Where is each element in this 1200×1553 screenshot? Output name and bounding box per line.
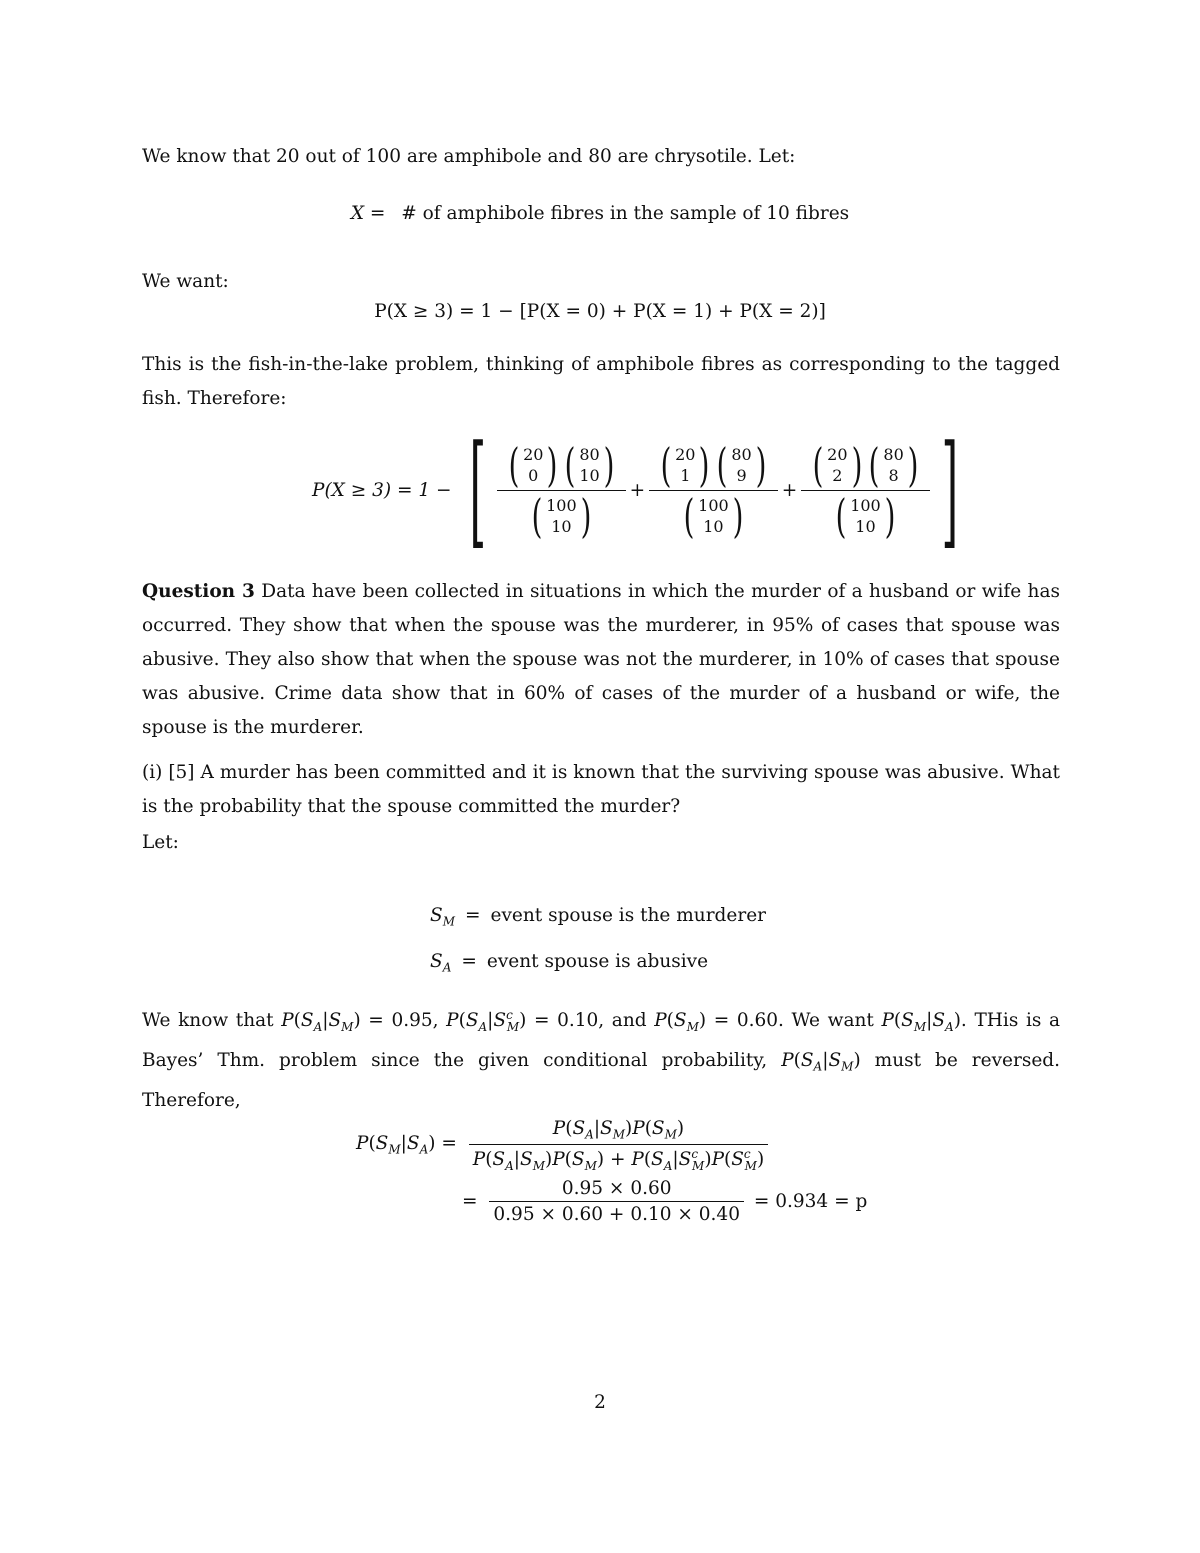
definition-x <box>0 203 1200 224</box>
event-definitions <box>430 896 766 987</box>
term-fraction: ( 20 1 ) ( 80 9 ) ( 100 10 ) <box>653 442 774 539</box>
hypergeometric-equation <box>312 419 973 561</box>
fish-in-lake-paragraph: This is the fish-in-the-lake problem, thinking of amphibole fibres as corresponding to the tagged fish. Therefore: <box>142 354 1060 409</box>
event-definition-sa: $S_A$ = event spouse is abusive <box>430 950 709 975</box>
known-values-paragraph: We know that $P(S_A|S_M) = 0.95$, $P(S_A|S^c_M) = 0.10$, and $P(S_M) = 0.60$. We want $P(S_M|S_A)$. THis is a Bayes’ Thm. problem since the given conditional probability, $P(S_A|S_M)$ must be reversed. Therefore, <box>142 1008 1061 1111</box>
term-fraction: ( 20 2 ) ( 80 8 ) ( 100 10 ) <box>805 442 926 539</box>
question-3-label: Question 3 <box>142 581 255 602</box>
bayes-numeric: = $\frac{0.95 \times 0.60}{0.95 \times 0.60 + 0.10 \times 0.40}$ = 0.934 = p <box>462 1178 868 1225</box>
bayes-symbolic: $P(S_M|S_A)$ = $\frac{P(S_A|S_M)P(S_M)}{P(S_A|S_M)P(S_M) + P(S_A|S^c_M)P(S^c_M)}$ <box>356 1118 768 1173</box>
page-number: 2 <box>594 1392 606 1413</box>
question-3-paragraph <box>142 575 1060 745</box>
bayes-result: = 0.934 = p <box>753 1191 868 1212</box>
plus-sign: + <box>781 479 798 501</box>
term-fraction: ( 20 0 ) ( 80 10 ) ( 100 10 ) <box>501 442 622 539</box>
bayes-fraction: $\frac{P(S_A|S_M)P(S_M)}{P(S_A|S_M)P(S_M) + P(S_A|S^c_M)P(S^c_M)}$ <box>469 1118 768 1173</box>
definition-rhs: # of amphibole fibres in the sample of 10 fibres <box>401 203 850 224</box>
question-3-text: Data have been collected in situations in which the murder of a husband or wife has occurred. They show that when the spouse was the murderer, in 95% of cases that spouse was abusive. They also show that when the spouse was not the murderer, in 10% of cases that spouse was abusive. Crime data show that in 60% of cases of the murder of a husband or wife, the spouse is the murderer. <box>142 581 1060 738</box>
definition-lhs: X = <box>350 203 386 224</box>
question-3-part-i: (i) [5] A murder has been committed and it is known that the surviving spouse was abusive. What is the probability that the spouse committed the murder? <box>142 762 1060 817</box>
event-definition-sm: $S_M$ = event spouse is the murderer <box>430 905 766 929</box>
let-label: Let: <box>142 832 179 853</box>
bayes-numeric-fraction: $\frac{0.95 \times 0.60}{0.95 \times 0.60 + 0.10 \times 0.40}$ <box>489 1178 744 1225</box>
intro-sentence: We know that 20 out of 100 are amphibole and 80 are chrysotile. Let: <box>142 146 796 167</box>
hypergeometric-lhs: P(X ≥ 3) = 1 − <box>312 479 452 501</box>
we-want-label: We want: <box>142 271 229 292</box>
plus-sign: + <box>629 479 646 501</box>
left-bracket: [ <box>468 419 486 561</box>
equation-complement: P(X ≥ 3) = 1 − [P(X = 0) + P(X = 1) + P(X = 2)] <box>374 301 826 322</box>
right-bracket: ] <box>941 419 958 561</box>
